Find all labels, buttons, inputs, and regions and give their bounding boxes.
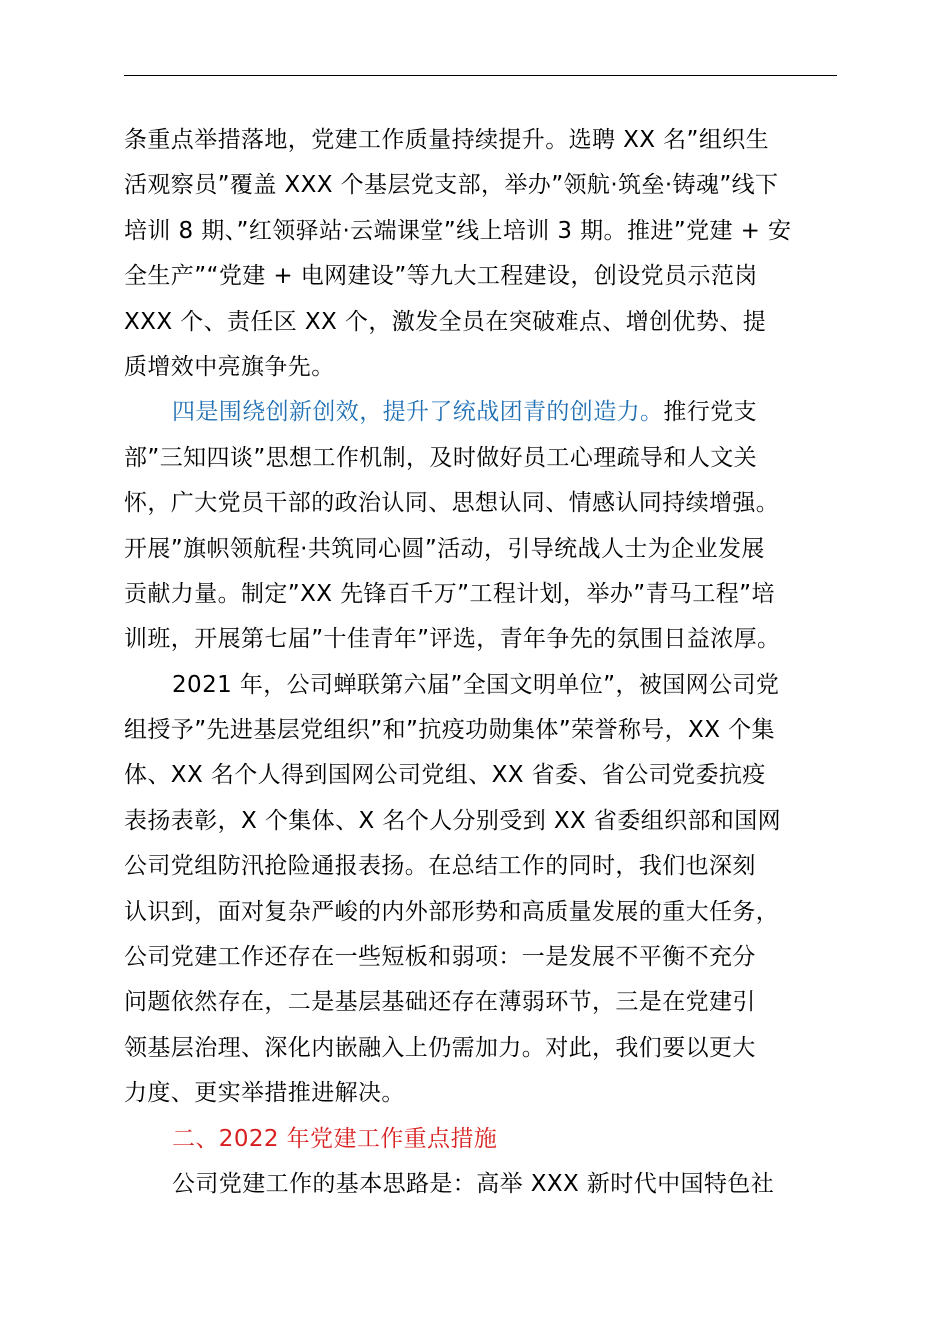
text-line: 部”三知四谈”思想工作机制，及时做好员工心理疏导和人文关 (124, 444, 758, 471)
text-line: 问题依然存在，二是基层基础还存在薄弱环节，三是在党建引 (124, 989, 756, 1016)
text-line: 开展”旗帜领航程·共筑同心圆”活动，引导统战人士为企业发展 (124, 535, 765, 562)
text-line: 培训 8 期、”红领驿站·云端课堂”线上培训 3 期。推进”党建 + 安 (124, 217, 792, 244)
text-line: 公司党组防汛抢险通报表扬。在总结工作的同时，我们也深刻 (124, 853, 756, 880)
text-line: 力度、更实举措推进解决。 (124, 1080, 405, 1107)
text-line: 组授予”先进基层党组织”和”抗疫功勋集体”荣誉称号，XX 个集 (124, 717, 775, 744)
header-rule (124, 75, 837, 76)
text-line: 条重点举措落地，党建工作质量持续提升。选聘 XX 名”组织生 (124, 127, 770, 153)
text-line: 体、XX 名个人得到国网公司党组、XX 省委、省公司党委抗疫 (124, 762, 766, 789)
text-line: 活观察员”覆盖 XXX 个基层党支部，举办”领航·筑垒·铸魂”线下 (124, 172, 779, 199)
text-line: 认识到，面对复杂严峻的内外部形势和高质量发展的重大任务， (124, 898, 780, 925)
text-line: XXX 个、责任区 XX 个，激发全员在突破难点、增创优势、提 (124, 308, 767, 335)
document-body (124, 118, 837, 1207)
text-line: 推行党支 (663, 399, 758, 426)
text-line: 怀，广大党员干部的政治认同、思想认同、情感认同持续增强。 (124, 490, 780, 517)
text-line: 领基层治理、深化内嵌融入上仍需加力。对此，我们要以更大 (124, 1034, 756, 1061)
point-four-heading: 四是围绕创新创效，提升了统战团青的创造力。 (172, 399, 664, 426)
paragraph-heading-line (124, 390, 837, 435)
text-line: 全生产”“党建 + 电网建设”等九大工程建设，创设党员示范岗 (124, 263, 758, 290)
text-line: 质增效中亮旗争先。 (124, 353, 335, 380)
text-line: 贡献力量。制定”XX 先锋百千万”工程计划，举办”青马工程”培 (124, 580, 775, 607)
section-heading: 二、2022 年党建工作重点措施 (172, 1125, 498, 1152)
text-line: 公司党建工作的基本思路是：高举 XXX 新时代中国特色社 (172, 1170, 775, 1197)
text-line: 公司党建工作还存在一些短板和弱项：一是发展不平衡不充分 (124, 944, 756, 971)
text-line: 表扬表彰，X 个集体、X 名个人分别受到 XX 省委组织部和国网 (124, 807, 782, 834)
text-line: 2021 年，公司蝉联第六届”全国文明单位”，被国网公司党 (172, 671, 780, 698)
text-line: 训班，开展第七届”十佳青年”评选，青年争先的氛围日益浓厚。 (124, 626, 781, 653)
